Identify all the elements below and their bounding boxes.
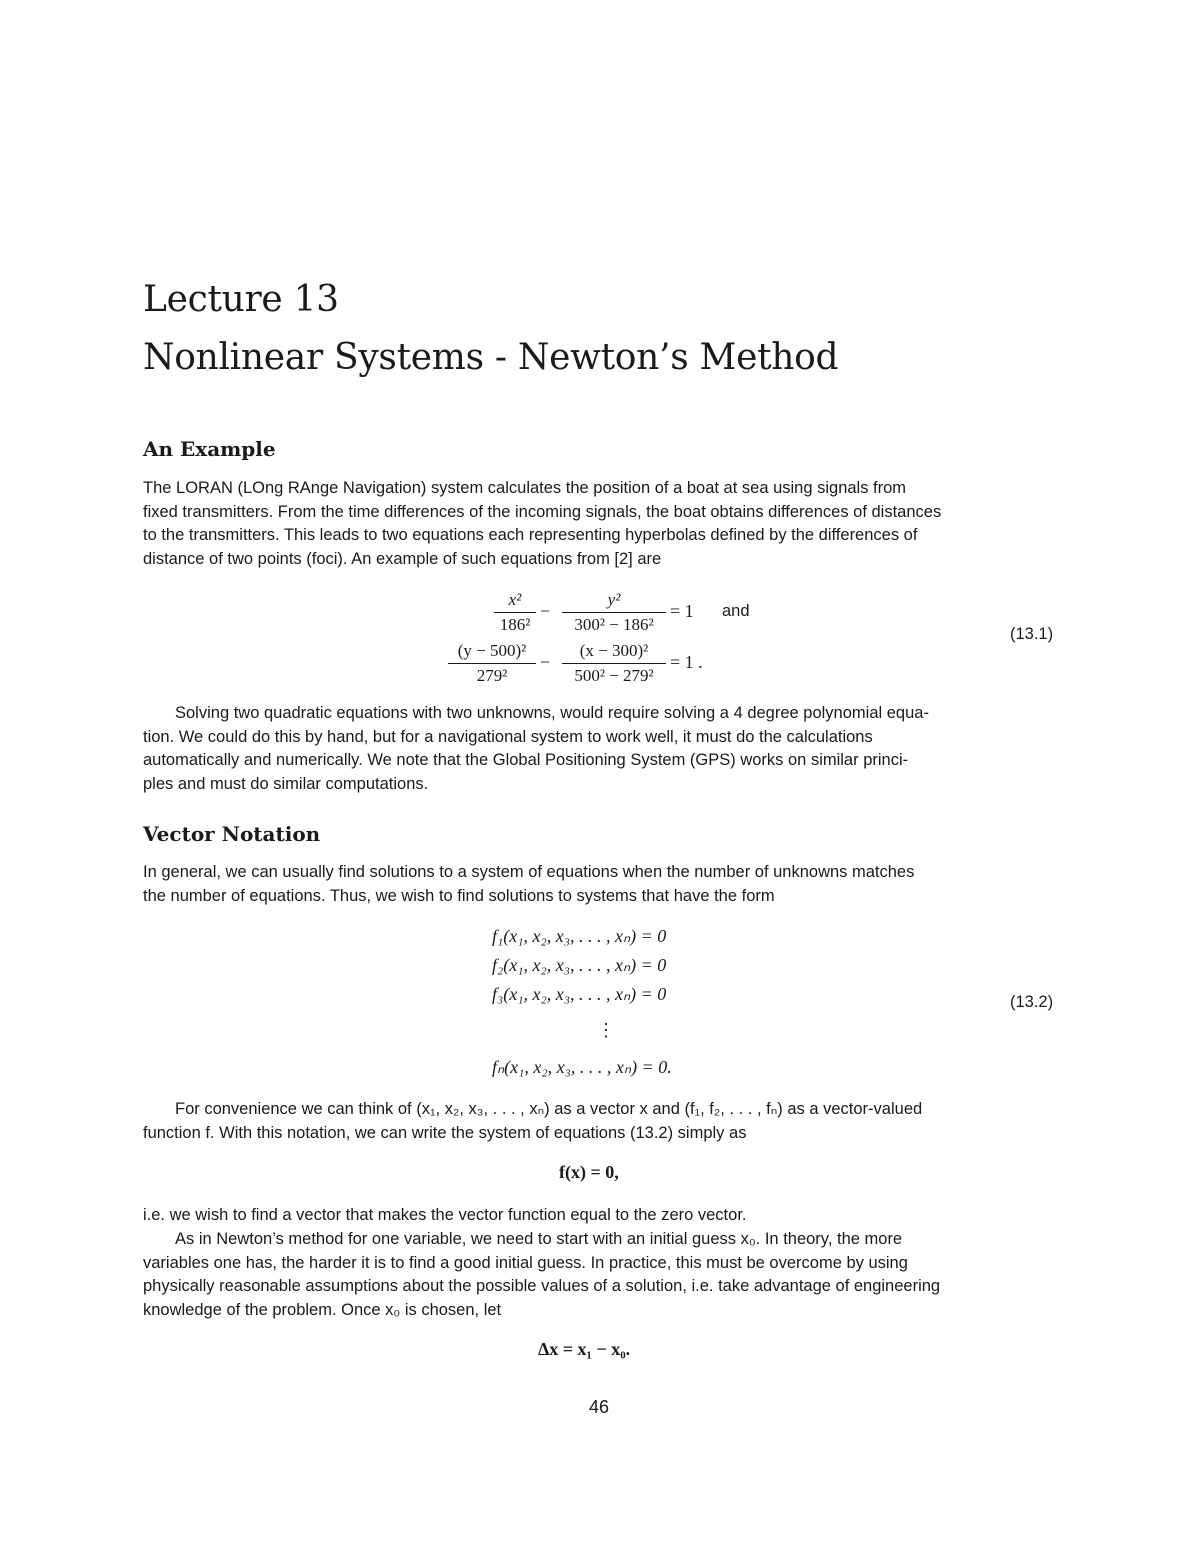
equation-number: (13.2) <box>1010 993 1054 1011</box>
page-number: 46 <box>589 1397 610 1417</box>
text-line: i.e. we wish to find a vector that makes the vector function equal to the zero vector. <box>143 1206 747 1224</box>
text-line: For convenience we can think of (x₁, x₂, x₃, . . . , xₙ) as a vector x and (f₁, f₂, . . . , fₙ) as a vector-valued <box>175 1100 923 1118</box>
numerator: y² <box>607 590 621 609</box>
convenience-paragraph <box>143 1098 1059 1145</box>
newton-paragraph <box>143 1228 1059 1322</box>
minus-sign: − <box>540 601 551 621</box>
equation-delta-x: Δx = x₁ − x₀. <box>538 1339 631 1359</box>
equation-number: (13.1) <box>1010 625 1054 643</box>
fraction-y2 <box>562 589 666 636</box>
fraction-bar <box>562 612 666 613</box>
zero-vector-paragraph <box>143 1204 1059 1228</box>
fraction-bar <box>494 612 536 613</box>
text-line: knowledge of the problem. Once x₀ is chosen, let <box>143 1300 502 1319</box>
denominator: 300² − 186² <box>574 615 654 634</box>
system-row: f₃(x₁, x₂, x₃, . . . , xₙ) = 0 <box>492 984 667 1004</box>
text-line: ples and must do similar computations. <box>143 774 429 793</box>
equals-one: = 1 . <box>670 652 703 672</box>
and-word: and <box>722 602 750 620</box>
text-line: As in Newton’s method for one variable, we need to start with an initial guess x₀. In theory, the more <box>175 1230 903 1248</box>
text-line: distance of two points (foci). An example of such equations from [2] are <box>143 549 662 568</box>
fraction-bar <box>562 663 666 664</box>
chapter-title: Nonlinear Systems - Newton’s Method <box>143 337 839 378</box>
minus-sign: − <box>540 652 551 672</box>
lecture-number: Lecture 13 <box>143 279 339 320</box>
equation-f-of-x: f(x) = 0, <box>559 1162 619 1182</box>
text-line: variables one has, the harder it is to find a good initial guess. In practice, this must be overcome by using <box>143 1253 908 1272</box>
section-heading-vector-notation: Vector Notation <box>143 822 321 846</box>
vector-intro-paragraph <box>143 861 1059 908</box>
equals-one: = 1 <box>670 601 694 621</box>
vertical-ellipsis: ⋮ <box>597 1020 615 1040</box>
text-line: the number of equations. Thus, we wish to find solutions to systems that have the form <box>143 886 775 905</box>
fraction-x2-186 <box>494 589 536 636</box>
example-paragraph <box>143 477 1059 571</box>
system-row: f₁(x₁, x₂, x₃, . . . , xₙ) = 0 <box>492 926 667 946</box>
fraction-x-300 <box>562 640 666 687</box>
numerator: (x − 300)² <box>579 641 649 660</box>
text-line: physically reasonable assumptions about the possible values of a solution, i.e. take advantage of engineering <box>143 1277 941 1295</box>
text-line: automatically and numerically. We note that the Global Positioning System (GPS) works on similar princi- <box>143 751 909 769</box>
numerator: (y − 500)² <box>457 641 527 660</box>
text-line: to the transmitters. This leads to two equations each representing hyperbolas defined by the differences of <box>143 526 918 544</box>
text-line: function f. With this notation, we can write the system of equations (13.2) simply as <box>143 1123 747 1142</box>
denominator: 500² − 279² <box>574 666 654 685</box>
fraction-y-500 <box>448 640 536 687</box>
text-line: fixed transmitters. From the time differences of the incoming signals, the boat obtains differences of distances <box>143 502 942 521</box>
section-heading-example: An Example <box>143 437 276 461</box>
denominator: 186² <box>499 615 531 634</box>
system-row: f₂(x₁, x₂, x₃, . . . , xₙ) = 0 <box>492 955 667 975</box>
system-row: fₙ(x₁, x₂, x₃, . . . , xₙ) = 0. <box>492 1057 672 1077</box>
numerator: x² <box>508 590 522 609</box>
text-line: tion. We could do this by hand, but for a navigational system to work well, it must do the calculations <box>143 727 873 746</box>
text-line: The LORAN (LOng RAnge Navigation) system calculates the position of a boat at sea using signals from <box>143 479 907 497</box>
text-line: Solving two quadratic equations with two unknowns, would require solving a 4 degree polynomial equa- <box>175 704 929 722</box>
fraction-bar <box>448 663 536 664</box>
solving-paragraph <box>143 702 1059 796</box>
denominator: 279² <box>476 666 508 685</box>
text-line: In general, we can usually find solutions to a system of equations when the number of unknowns matches <box>143 863 915 881</box>
